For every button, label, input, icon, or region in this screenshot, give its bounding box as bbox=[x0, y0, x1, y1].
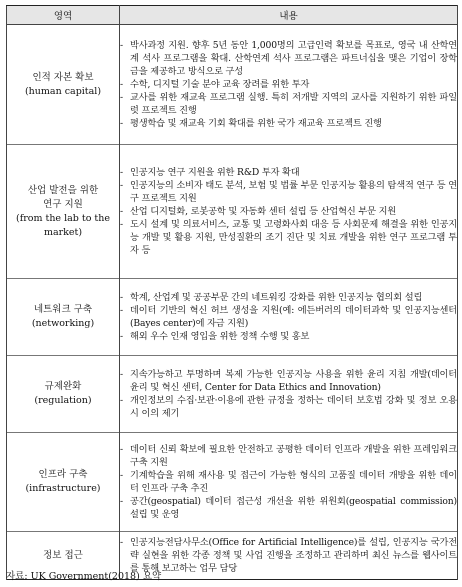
header-content: 내용 bbox=[120, 6, 458, 25]
area-label-line: 네트워크 구축 bbox=[33, 304, 93, 315]
list-item-text: 해외 우수 인재 영입을 위한 정책 수행 및 홍보 bbox=[130, 331, 310, 343]
table-row bbox=[7, 25, 458, 145]
list-item bbox=[120, 91, 457, 117]
bullet-dash: - bbox=[120, 78, 123, 90]
list-item bbox=[120, 443, 457, 469]
list-item-text: 교사를 위한 재교육 프로그램 실행. 특히 저개발 지역의 교사를 지원하기 위한 파일럿 프로젝트 진행 bbox=[130, 92, 457, 117]
area-label-line: 정보 접근 bbox=[43, 549, 83, 561]
content-list bbox=[120, 443, 457, 522]
area-label-line: (from the lab to the bbox=[15, 212, 110, 224]
list-item-text: 산업 디지털화, 로봇공학 및 자동화 센터 설립 등 산업혁신 부문 지원 bbox=[130, 205, 397, 217]
table-header-row bbox=[7, 6, 458, 25]
bullet-dash: - bbox=[120, 496, 123, 508]
area-label-line: 산업 발전을 위한 bbox=[27, 184, 99, 196]
area-label-line: 규제완화 bbox=[44, 381, 82, 392]
source-note: 자료: UK Government(2018) 요약 bbox=[6, 571, 162, 582]
list-item-text: 개인정보의 수집·보관·이용에 관한 규정을 정하는 데이터 보호법 강화 및 정보 오용 시 이의 제기 bbox=[130, 395, 457, 420]
list-item-text: 지속가능하고 투명하며 복제 가능한 인공지능 사용을 위한 윤리 지침 개발(데이터 윤리 및 혁신 센터, Center for Data Ethics and Innovation) bbox=[130, 368, 457, 393]
bullet-dash: - bbox=[120, 304, 123, 316]
list-item-text: 데이터 기반의 혁신 허브 생성을 지원(예: 에든버러의 데이터과학 및 인공지능센터(Bayes center)에 자금 지원) bbox=[130, 304, 457, 329]
area-label-line: (networking) bbox=[31, 318, 95, 329]
area-label-line: (regulation) bbox=[34, 395, 92, 406]
list-item bbox=[120, 205, 457, 218]
list-item-text: 데이터 신뢰 확보에 필요한 안전하고 공평한 데이터 인프라 개발을 위한 프레임워크 구축 지원 bbox=[130, 443, 457, 468]
list-item-text: 인공지능 연구 지원을 위한 R&D 투자 확대 bbox=[130, 166, 300, 178]
list-item bbox=[120, 291, 457, 304]
list-item bbox=[120, 304, 457, 330]
bullet-dash: - bbox=[120, 536, 123, 548]
area-label-line: 인프라 구축 bbox=[38, 469, 88, 480]
area-label-line: (human capital) bbox=[24, 85, 102, 97]
area-cell bbox=[7, 433, 120, 532]
bullet-dash: - bbox=[120, 205, 123, 217]
bullet-dash: - bbox=[120, 395, 123, 406]
content-list bbox=[120, 166, 457, 258]
list-item-text: 평생학습 및 재교육 기회 확대를 위한 국가 재교육 프로젝트 진행 bbox=[130, 118, 382, 130]
content-cell bbox=[120, 25, 458, 145]
list-item-text: 학계, 산업계 및 공공부문 간의 네트워킹 강화를 위한 인공지능 협의회 설립 bbox=[130, 291, 423, 303]
list-item bbox=[120, 394, 457, 420]
policy-table bbox=[6, 5, 458, 580]
list-item-text: 인공지능의 소비자 태도 분석, 보험 및 법률 부문 인공지능 활용의 탐색적 연구 등 연구 프로젝트 지원 bbox=[130, 179, 457, 204]
bullet-dash: - bbox=[120, 291, 123, 303]
table-row bbox=[7, 356, 458, 433]
area-cell bbox=[7, 356, 120, 433]
list-item-text: 인공지능전담사무소(Office for Artificial Intelligence)를 설립, 인공지능 국가전략 실현을 위한 각종 정책 및 사업 진행을 조정하고 관리하며 최신 뉴스를 웹사이트를 통해 보고하는 업무 담당 bbox=[130, 536, 457, 575]
bullet-dash: - bbox=[120, 179, 123, 191]
list-item bbox=[120, 218, 457, 257]
content-cell bbox=[120, 433, 458, 532]
table-body bbox=[7, 25, 458, 580]
list-item bbox=[120, 78, 457, 91]
list-item-text: 도시 설계 및 의료서비스, 교통 및 고령화사회 대응 등 사회문제 해결을 위한 인공지능 개발 및 활용 지원, 만성질환의 조기 진단 및 치료 개발을 위한 연구 프로그램 투자 등 bbox=[130, 219, 457, 257]
list-item bbox=[120, 368, 457, 394]
header-area: 영역 bbox=[7, 6, 120, 25]
area-label-line: (infrastructure) bbox=[25, 483, 101, 494]
table-row bbox=[7, 433, 458, 532]
list-item bbox=[120, 166, 457, 179]
list-item bbox=[120, 495, 457, 521]
content-list bbox=[120, 39, 457, 131]
list-item-text: 기계학습을 위해 재사용 및 접근이 가능한 형식의 고품질 데이터 개방을 위한 데이터 인프라 구축 추진 bbox=[130, 469, 457, 494]
area-cell bbox=[7, 279, 120, 356]
content-list bbox=[120, 291, 457, 343]
area-label-line: 연구 지원 bbox=[43, 198, 83, 210]
bullet-dash: - bbox=[120, 92, 123, 104]
list-item bbox=[120, 536, 457, 575]
content-cell bbox=[120, 279, 458, 356]
bullet-dash: - bbox=[120, 166, 123, 178]
bullet-dash: - bbox=[120, 39, 123, 51]
list-item-text: 수학, 디지털 기술 분야 교육 장려를 위한 투자 bbox=[130, 78, 310, 90]
area-label-line: 인적 자본 확보 bbox=[32, 71, 94, 83]
list-item-text: 공간(geospatial) 데이터 접근성 개선을 위한 위원회(geospatial commission) 설립 및 운영 bbox=[130, 496, 457, 521]
content-cell bbox=[120, 356, 458, 433]
content-list bbox=[120, 368, 457, 420]
content-cell bbox=[120, 145, 458, 279]
list-item bbox=[120, 469, 457, 495]
bullet-dash: - bbox=[120, 219, 123, 231]
table-row bbox=[7, 279, 458, 356]
bullet-dash: - bbox=[120, 118, 123, 130]
bullet-dash: - bbox=[120, 469, 123, 481]
bullet-dash: - bbox=[120, 443, 123, 455]
table-row bbox=[7, 145, 458, 279]
area-cell bbox=[7, 145, 120, 279]
content-list bbox=[120, 536, 457, 575]
list-item bbox=[120, 39, 457, 78]
content-cell bbox=[120, 532, 458, 580]
area-cell bbox=[7, 25, 120, 145]
bullet-dash: - bbox=[120, 368, 123, 380]
list-item bbox=[120, 330, 457, 343]
bullet-dash: - bbox=[120, 331, 123, 343]
list-item-text: 박사과정 지원. 향후 5년 동안 1,000명의 고급인력 확보를 목표로, 영국 내 산학연계 석사 프로그램을 확대. 산학연계 석사 프로그램은 파트너십을 맺은 기업이 장학금을 제공하고 방식으로 구성 bbox=[130, 39, 457, 77]
list-item bbox=[120, 179, 457, 205]
list-item bbox=[120, 117, 457, 130]
area-label-line: market) bbox=[43, 226, 83, 238]
